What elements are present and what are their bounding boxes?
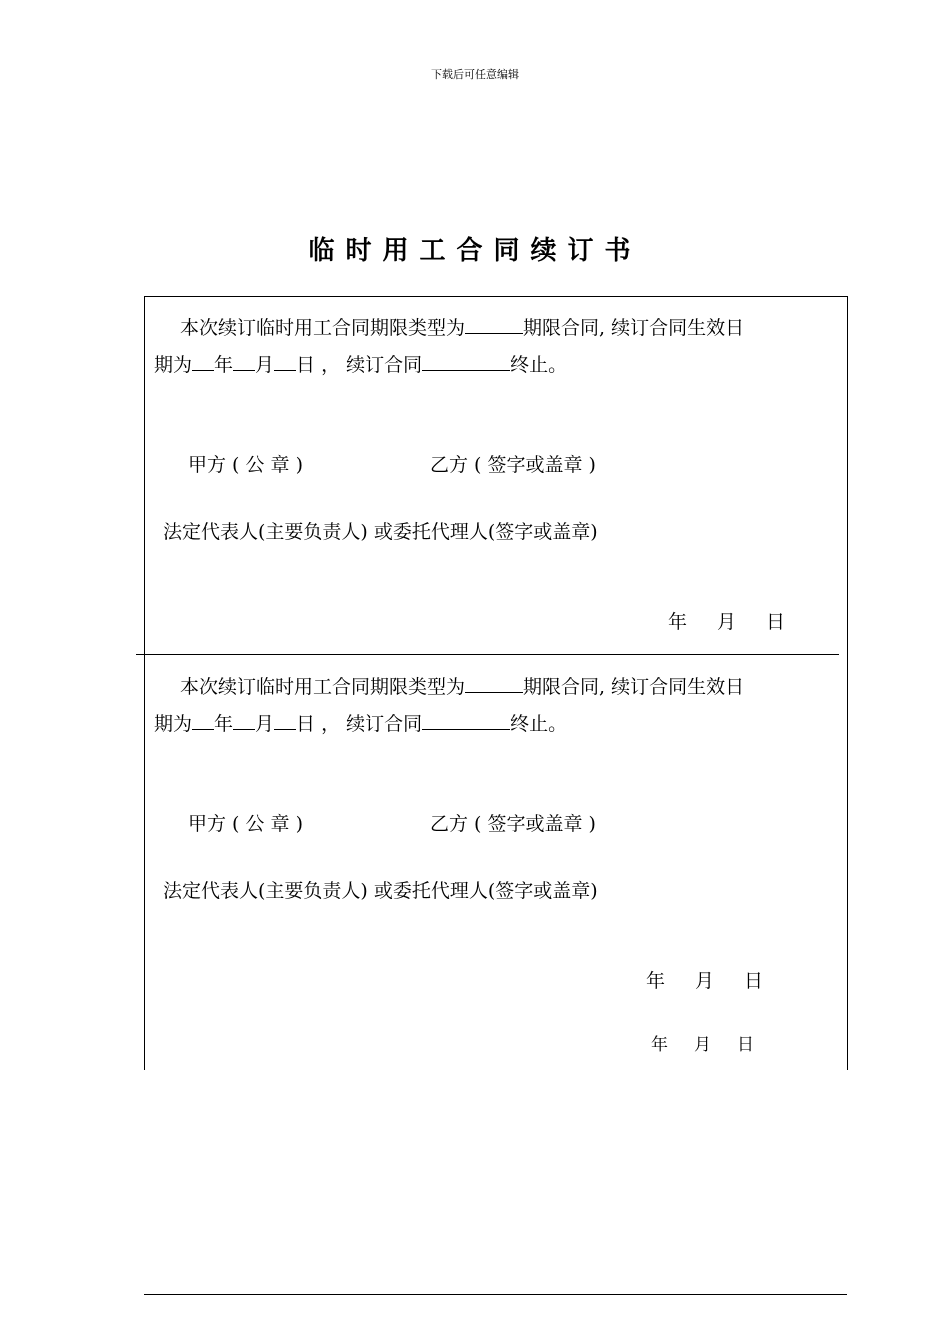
contract-type-label: 本次续订临时用工合同期限类型为 [180,317,466,339]
termination-label: 终止。 [510,354,568,376]
day-renewal-label: 日 ， 续订合同 [296,713,423,735]
party-b-label: 乙方 ( 签字或盖章 ) [430,454,596,476]
party-b-label: 乙方 ( 签字或盖章 ) [430,813,596,835]
date-day: 日 [766,611,786,633]
effective-date-label: 期限合同, 续订合同生效日 [523,317,745,339]
legal-representative-label: 法定代表人(主要负责人) 或委托代理人(签字或盖章) [163,880,598,902]
frame-right-border [847,296,848,1070]
effective-date-label: 期限合同, 续订合同生效日 [523,676,745,698]
extra-date-year: 年 [651,1035,668,1055]
date-year: 年 [646,970,666,992]
signature-date [646,966,763,993]
header-note: 下载后可任意编辑 [431,68,519,81]
section-divider [136,654,839,655]
document-title: 临时用工合同续订书 [308,236,642,266]
year-label: 年 [214,713,234,735]
period-label: 期为 [154,713,193,735]
frame-left-border [144,296,145,1070]
date-month: 月 [717,611,737,633]
month-label: 月 [255,354,275,376]
footer-line [144,1294,847,1295]
date-day: 日 [744,970,764,992]
termination-label: 终止。 [510,713,568,735]
extra-date-month: 月 [694,1035,711,1055]
party-a-label: 甲方 ( 公 章 ) [188,454,303,476]
day-blank[interactable] [274,711,296,730]
month-blank[interactable] [233,711,255,730]
contract-type-blank[interactable] [465,674,523,693]
renewal-line-2 [154,711,567,736]
signature-date [668,607,785,634]
month-label: 月 [255,713,275,735]
party-a-label: 甲方 ( 公 章 ) [188,813,303,835]
extra-date-day: 日 [737,1035,754,1055]
extra-date [651,1030,754,1055]
year-label: 年 [214,354,234,376]
period-label: 期为 [154,354,193,376]
legal-representative-label: 法定代表人(主要负责人) 或委托代理人(签字或盖章) [163,521,598,543]
day-renewal-label: 日 ， 续订合同 [296,354,423,376]
renewal-line-1 [180,674,744,699]
date-year: 年 [668,611,688,633]
termination-blank[interactable] [422,711,510,730]
date-month: 月 [695,970,715,992]
year-blank[interactable] [192,711,214,730]
contract-type-label: 本次续订临时用工合同期限类型为 [180,676,466,698]
